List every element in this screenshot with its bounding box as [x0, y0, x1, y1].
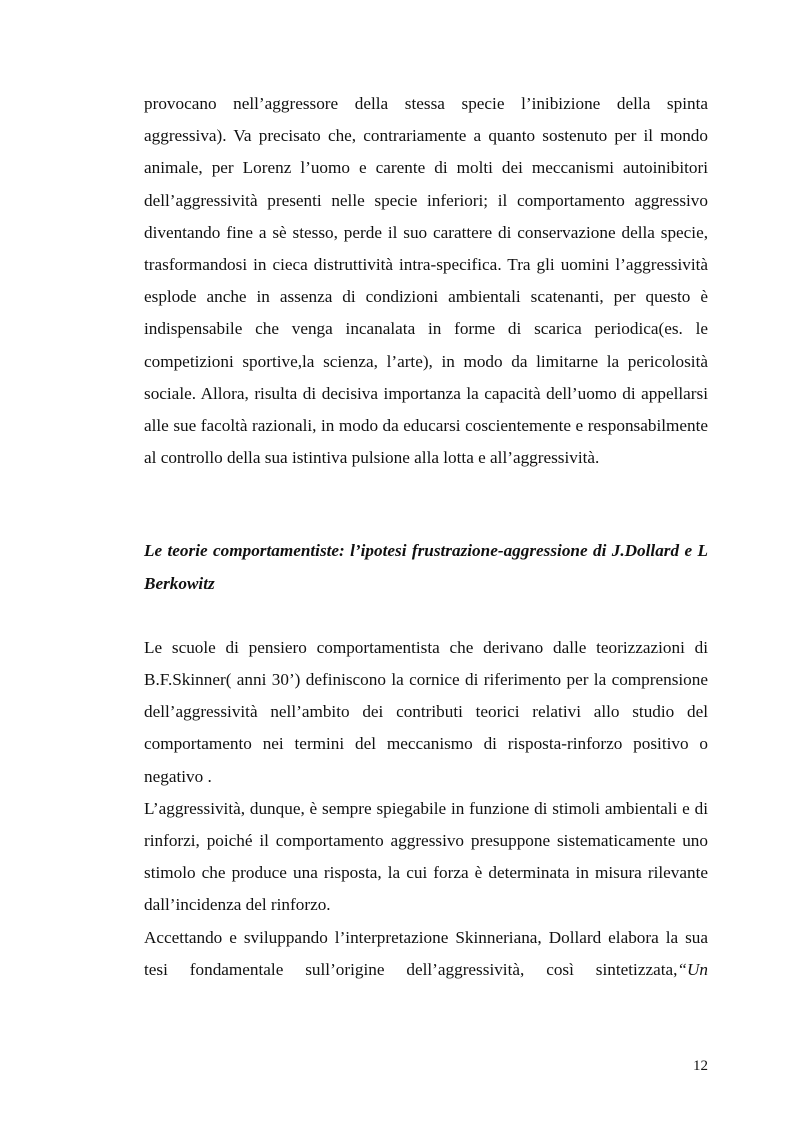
paragraph-skinner: Le scuole di pensiero comportamentista che derivano dalle teorizzazioni di B.F.Skinner( anni 30’) definiscono la cornice di riferimento per la comprensione dell’aggressività nell’ambito dei contributi teorici relativi allo studio del comportamento nei termini del meccanismo di risposta-rinforzo positivo o negativo . — [144, 637, 708, 786]
page-number: 12 — [693, 1058, 708, 1074]
quote-start: “Un — [677, 959, 708, 979]
document-page — [144, 88, 708, 986]
paragraph-dollard-text: Accettando e sviluppando l’interpretazione Skinneriana, Dollard elabora la sua tesi fondamentale sull’origine dell’aggressività, così sintetizzata, — [144, 927, 708, 979]
paragraph-lorenz: provocano nell’aggressore della stessa specie l’inibizione della spinta aggressiva). Va precisato che, contrariamente a quanto sostenuto per il mondo animale, per Lorenz l’uomo e carente di molti dei meccanismi autoinibitori dell’aggressività presenti nelle specie inferiori; il comportamento aggressivo diventando fine a sè stesso, perde il suo carattere di conservazione della specie, trasformandosi in cieca distruttività intra-specifica. Tra gli uomini l’aggressività esplode anche in assenza di condizioni ambientali scatenanti, per questo è indispensabile che venga incanalata in forme di scarica periodica(es. le competizioni sportive,la scienza, l’arte), in modo da limitarne la pericolosità sociale. Allora, risulta di decisiva importanza la capacità dell’uomo di appellarsi alle sue facoltà razionali, in modo da educarsi coscientemente e responsabilmente al controllo della sua istintiva pulsione alla lotta e all’aggressività. — [144, 94, 708, 468]
paragraph-dollard — [144, 922, 708, 986]
section-heading: Le teorie comportamentiste: l’ipotesi frustrazione-aggressione di J.Dollard e L Berkowitz — [144, 541, 708, 593]
paragraph-stimoli: L’aggressività, dunque, è sempre spiegabile in funzione di stimoli ambientali e di rinforzi, poiché il comportamento aggressivo presuppone sistematicamente uno stimolo che produce una risposta, la cui forza è determinata in misura rilevante dall’incidenza del rinforzo. — [144, 798, 708, 915]
spacer — [144, 600, 708, 632]
